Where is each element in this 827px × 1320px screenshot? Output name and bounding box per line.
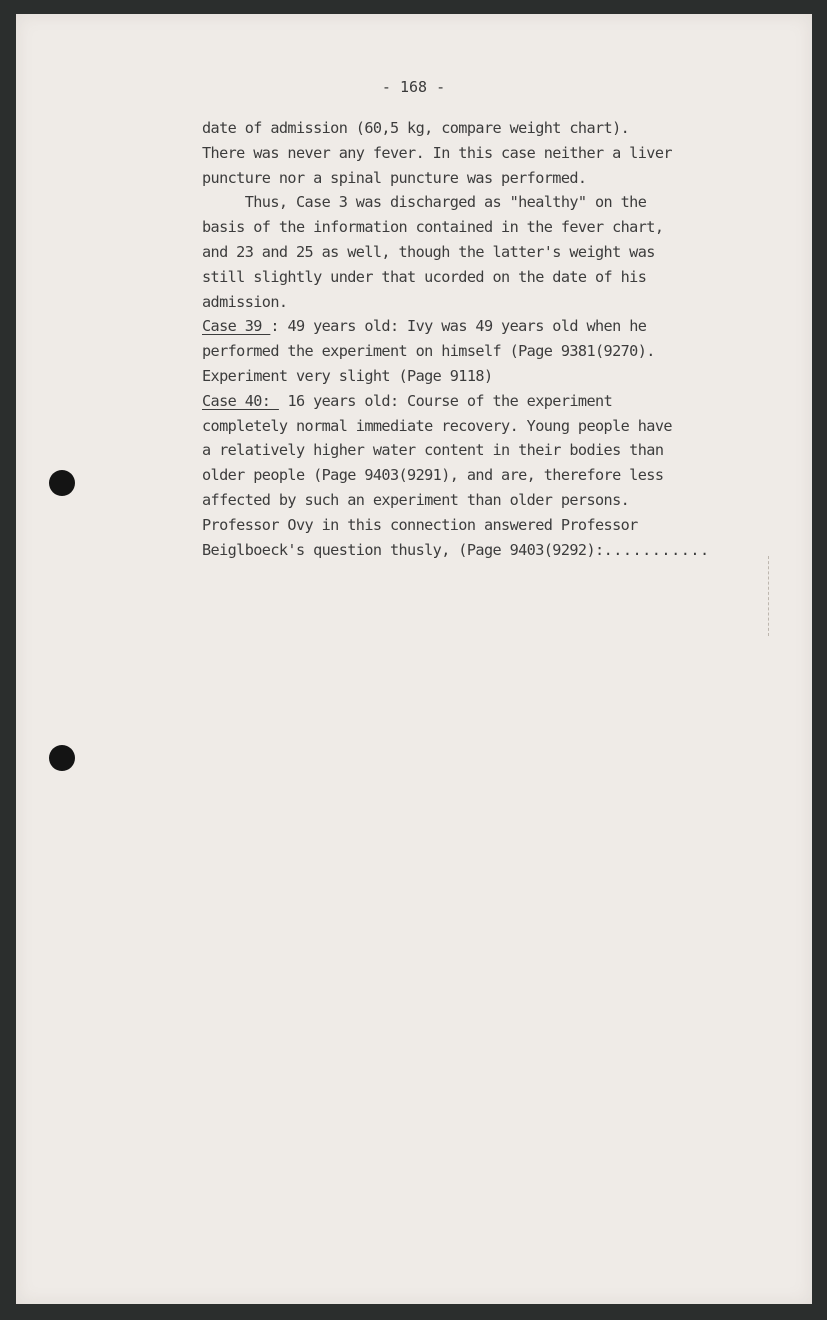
text-line: admission. xyxy=(202,292,288,311)
case-label: Case 40: xyxy=(202,391,279,410)
case-label: Case 39 xyxy=(202,317,271,336)
text-line: Professor Ovy in this connection answered Professor xyxy=(202,515,638,534)
text-line: basis of the information contained in the fever chart, xyxy=(202,218,664,237)
text-line: older people (Page 9403(9291), and are, therefore less xyxy=(202,466,664,485)
text-line: puncture nor a spinal puncture was performed. xyxy=(202,168,587,187)
text-line: Experiment very slight (Page 9118) xyxy=(202,366,493,385)
case-40-line: Case 40: 16 years old: Course of the experiment xyxy=(202,391,613,410)
margin-mark xyxy=(768,556,770,636)
leader-dots: ........... xyxy=(603,540,710,559)
text-line: and 23 and 25 as well, though the latter's weight was xyxy=(202,242,655,261)
text-line: affected by such an experiment than older persons. xyxy=(202,490,630,509)
text-line: still slightly under that ucorded on the date of his xyxy=(202,267,647,286)
text-line: Beiglboeck's question thusly, (Page 9403(9292):........... xyxy=(202,540,710,559)
typewritten-body xyxy=(202,116,802,562)
punch-hole xyxy=(49,470,75,496)
text-line: Thus, Case 3 was discharged as "healthy" on the xyxy=(202,193,647,212)
text-line: performed the experiment on himself (Page 9381(9270). xyxy=(202,342,655,361)
text-line: a relatively higher water content in their bodies than xyxy=(202,441,664,460)
page-number: - 168 - xyxy=(381,78,446,96)
text-line: completely normal immediate recovery. Young people have xyxy=(202,416,672,435)
punch-hole xyxy=(49,745,75,771)
text-line: date of admission (60,5 kg, compare weight chart). xyxy=(202,119,630,137)
text-line: There was never any fever. In this case neither a liver xyxy=(202,143,672,162)
case-39-line: Case 39 : 49 years old: Ivy was 49 years old when he xyxy=(202,317,647,336)
